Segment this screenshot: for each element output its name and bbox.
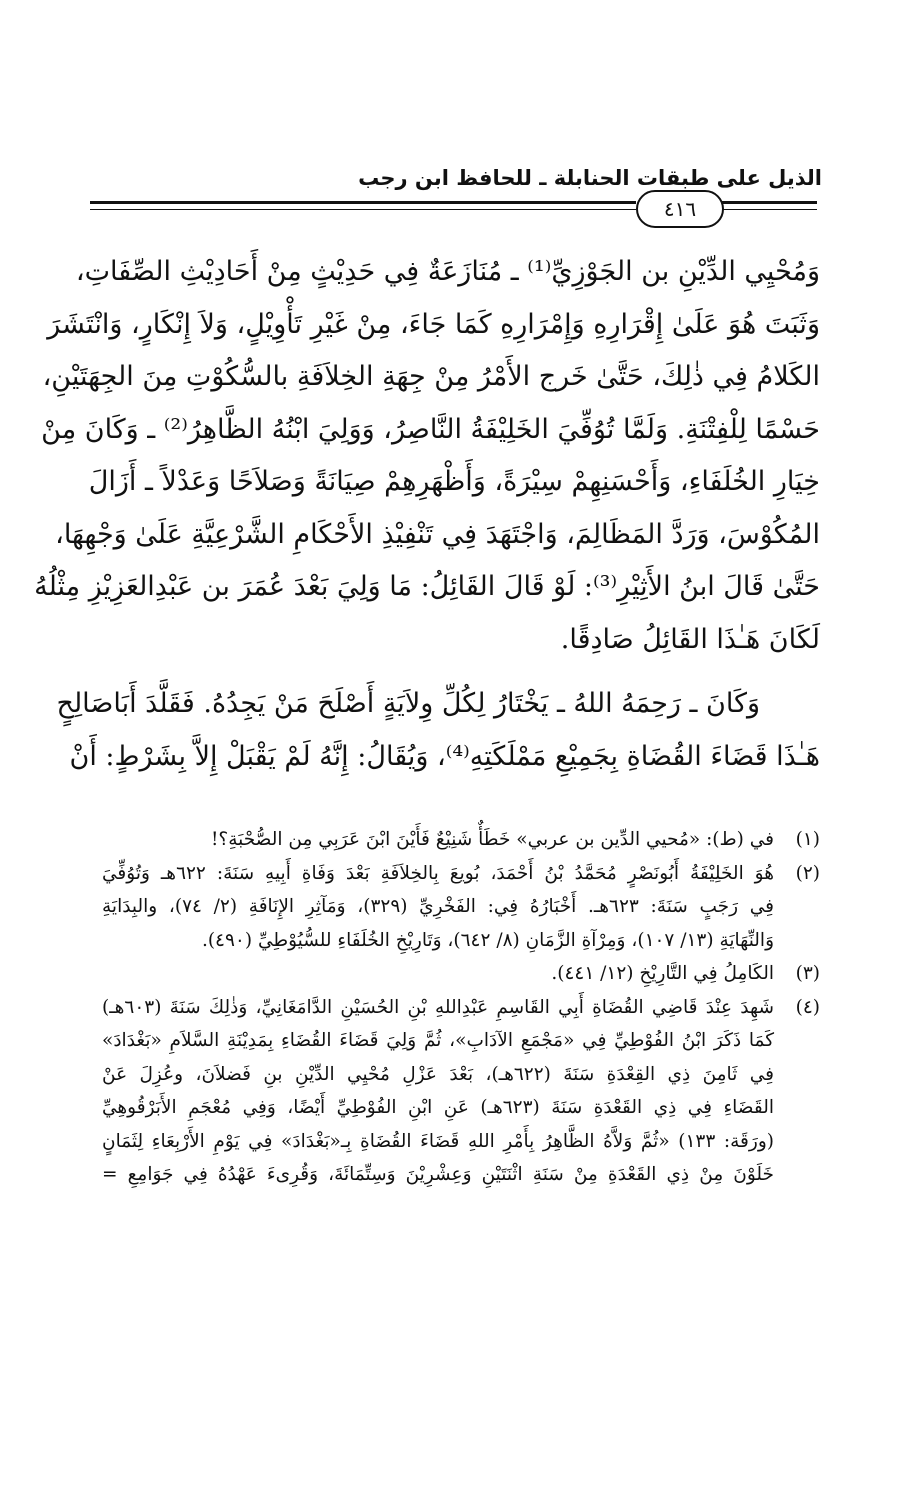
footnote-line: فِي ثَامِنَ ذِي القِعْدَةِ سَنَةَ (٦٢٢هـ)، بَعْدَ عَزْلِ مُحْيِي الدِّيْنِ بنِ فَضلاَنَ، وعُزِلَ عَنْ	[102, 1063, 774, 1085]
footnote-number: (١)	[795, 829, 820, 850]
footnote-line: في (ط): «مُحيي الدِّين بن عربي» خَطَأٌ شَنِيْعٌ فَأَيْنَ ابْنَ عَرَبِي مِن الصُّحْبَةِ؟!	[210, 829, 774, 850]
footnotes	[102, 823, 820, 1192]
text-line: المُكُوْسَ، وَرَدَّ المَظَالِمَ، وَاجْتَهَدَ فِي تَنْفِيْذِ الأَحْكَامِ الشَّرْعِيَّةِ عَلَىٰ وَجْهِهَا،	[55, 518, 820, 550]
footnote-3	[102, 957, 820, 991]
header-rule-right-thick	[722, 201, 817, 204]
footnote-line: شَهِدَ عِنْدَ قَاضِي القُضَاةِ أَبِي القَاسِمِ عَبْدِاللهِ بْنِ الحُسَيْنِ الدَّامَغَانِيِّ، وَذٰلِكَ سَنَةَ (٦٠٣هـ)	[102, 996, 774, 1018]
text-line: وَثَبَتَ هُوَ عَلَىٰ إِقْرَارِهِ وَإِمْرَارِهِ كَمَا جَاءَ، مِنْ غَيْرِ تَأْوِيْلٍ، وَلاَ إِنْكَارٍ، وَانْتَشَرَ	[47, 308, 820, 340]
main-text	[34, 246, 820, 783]
footnote-line: هُوَ الخَلِيْفَةُ أَبُونَصْرٍ مُحَمَّدُ بْنُ أَحْمَدَ، بُويعَ بِالخِلاَفَةِ بَعْدَ وَفَاةِ أَبِيهِ سَنَةَ: ٦٢٢هـ وَتُوُفِّيَ	[102, 862, 774, 884]
footnote-2	[102, 857, 820, 958]
footnote-line: فِي رَجَبٍ سَنَةَ: ٦٢٣هـ. أَخْبَارُهُ فِي: الفَخْرِيِّ (٣٢٩)، وَمَآثِرِ الإِنَافَةِ (٢/ ٧٤)، والبِدَايَةِ	[102, 896, 774, 917]
header-rule-right-thin	[722, 209, 817, 210]
footnote-line: القَضَاءِ فِي ذِي القَعْدَةِ سَنَةَ (٦٢٣هـ) عَنِ ابْنِ الفُوْطِيِّ أَيْضًا، وَفِي مُعْجَمِ الأَبَرْقُوهِيِّ	[102, 1097, 774, 1118]
page-number-badge: ٤١٦	[636, 190, 724, 228]
text-line: وَكَانَ ـ رَحِمَهُ اللهُ ـ يَخْتَارُ لِكُلِّ وِلاَيَةٍ أَصْلَحَ مَنْ يَجِدُهُ. فَقَلَّدَ أَبَاصَالِحٍ	[56, 688, 760, 719]
text-line: حَتَّىٰ قَالَ ابنُ الأَثِيْرِ⁽³⁾: لَوْ قَالَ القَائِلُ: مَا وَلِيَ بَعْدَ عُمَرَ بن عَبْدِالعَزِيْزِ مِثْلُهُ	[34, 571, 820, 602]
footnote-line: الكَامِلُ فِي التَّارِيْخِ (١٢/ ٤٤١).	[551, 963, 774, 984]
text-line: لَكَانَ هَـٰذَا القَائِلُ صَادِقًا.	[560, 623, 820, 655]
text-line: هَـٰذَا قَضَاءَ القُضَاةِ بِجَمِيْعِ مَمْلَكَتِهِ⁽⁴⁾، وَيُقَالُ: إِنَّهُ لَمْ يَقْبَلْ إِلاَّ بِشَرْطٍ: أَنْ	[69, 740, 820, 772]
footnote-line: (ورَقَة: ١٣٣) «ثُمَّ وَلاَّهُ الظَّاهِرُ بِأَمْرِ اللهِ قَضَاءَ القُضَاةِ بِـ«بَغْدَادَ» فِي يَوْمِ الأَرْبِعَاءِ لِثَمَانٍ	[102, 1130, 774, 1152]
footnote-1	[102, 823, 820, 857]
footnote-number: (٣)	[795, 963, 820, 984]
header-rule-left-thick	[90, 201, 636, 204]
footnote-line: وَالنِّهَايَةِ (١٣/ ١٠٧)، وَمِرْآةِ الزَّمَانِ (٨/ ٦٤٢)، وَتَارِيْخِ الخُلَفَاءِ للسُّيُوْطِيِّ (٤٩٠).	[201, 929, 774, 951]
text-line: حَسْمًا لِلْفِتْنَةِ. وَلَمَّا تُوُفِّيَ الخَلِيْفَةُ النَّاصِرُ، وَوَلِيَ ابْنُهُ الظَّاهِرُ⁽²⁾ ـ وَكَانَ مِنْ	[41, 413, 820, 445]
footnote-number: (٤)	[795, 996, 820, 1018]
text-line: وَمُحْيِي الدِّيْنِ بن الجَوْزِيِّ⁽¹⁾ ـ مُنَازَعَةٌ فِي حَدِيْثٍ مِنْ أَحَادِيْثِ الصِّفَاتِ،	[75, 256, 820, 287]
text-line: خِيَارِ الخُلَفَاءِ، وَأَحْسَنِهِمْ سِيْرَةً، وَأَظْهَرِهِمْ صِيَانَةً وَصَلاَحًا وَعَدْلاً ـ أَزَالَ	[88, 466, 820, 497]
header-rule-left-thin	[90, 209, 636, 210]
text-line: الكَلامُ فِي ذٰلِكَ، حَتَّىٰ خَرج الأَمْرُ مِنْ جِهَةِ الخِلاَفَةِ بالسُّكُوْتِ مِنَ الجِهَتَيْنِ،	[42, 361, 820, 392]
footnote-line: خَلَوْنَ مِنْ ذِي القَعْدَةِ مِنْ سَنَةِ اثْنَتَيْنِ وَعِشْرِيْنَ وَسِتِّمَائَةَ، وَقُرِىءَ عَهْدُهُ فِي جَوَامِعِ =	[102, 1164, 774, 1185]
footnote-number: (٢)	[795, 862, 820, 884]
footnote-line: كَمَا ذَكَرَ ابْنُ الفُوْطِيِّ فِي «مَجْمَعِ الآدَابِ»، ثُمَّ وَلِيَ قَضَاءَ القُضَاءِ بِمَدِيْنَةِ السَّلاَمِ «بَغْدَادَ»	[102, 1030, 774, 1051]
footnote-4	[102, 991, 820, 1192]
running-title: الذيل على طبقات الحنابلة ـ للحافظ ابن رجب	[358, 166, 822, 190]
